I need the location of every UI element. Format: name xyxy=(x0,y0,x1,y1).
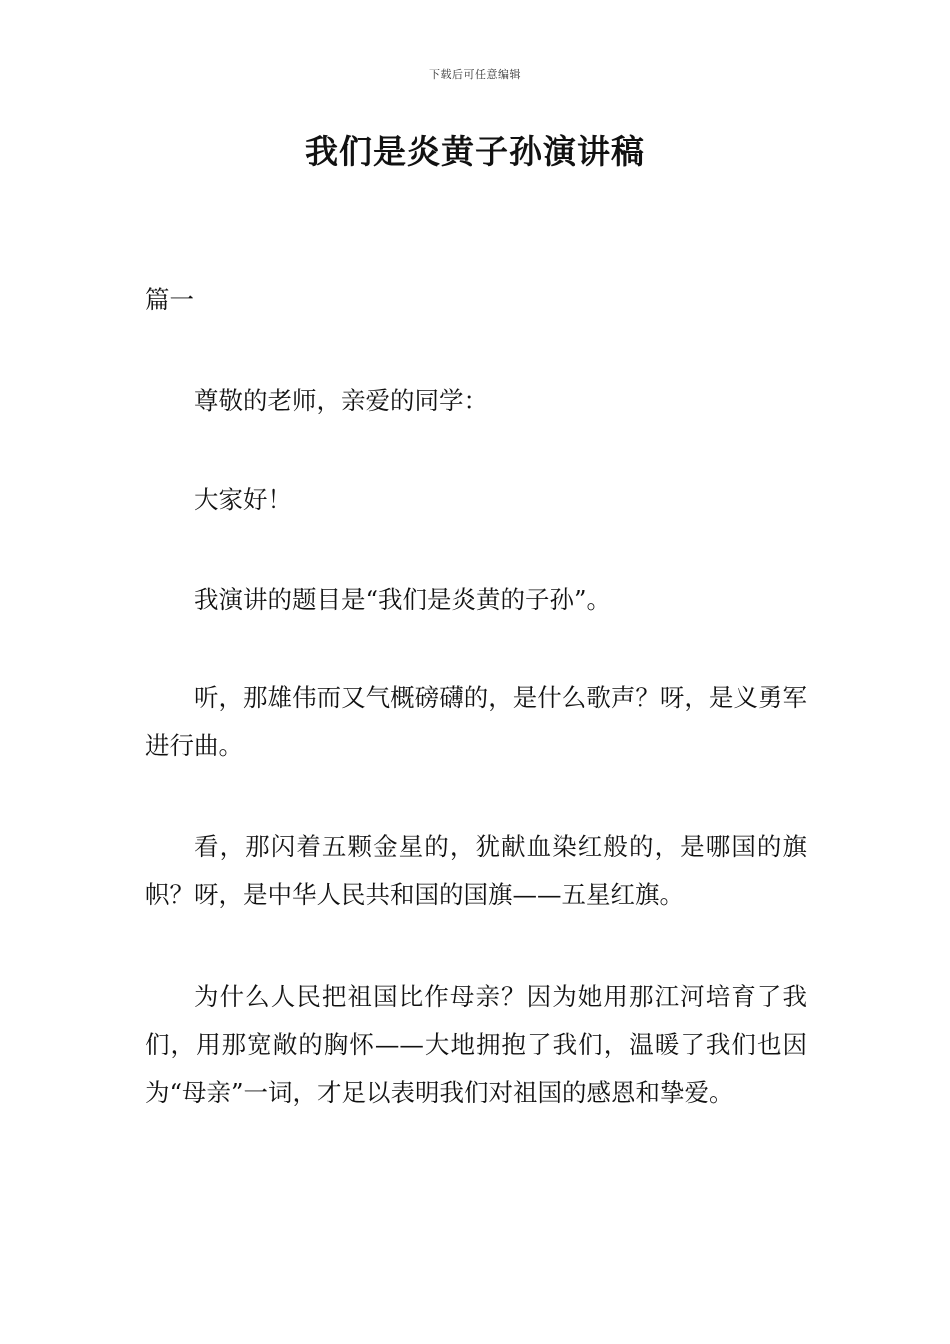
paragraph-salutation: 尊敬的老师，亲爱的同学： xyxy=(194,386,488,415)
paragraph-topic: 我演讲的题目是“我们是炎黄的子孙”。 xyxy=(194,585,612,614)
paragraph-flag: 看，那闪着五颗金星的，犹献血染红般的，是哪国的旗帜？呀，是中华人民共和国的国旗——五星红旗。 xyxy=(145,832,807,909)
document-title: 我们是炎黄子孙演讲稿 xyxy=(305,132,645,171)
paragraph-listen: 听，那雄伟而又气概磅礴的，是什么歌声？呀，是义勇军进行曲。 xyxy=(145,683,807,760)
section-label: 篇一 xyxy=(145,285,194,314)
header-note: 下载后可任意编辑 xyxy=(429,68,521,81)
paragraph-greeting: 大家好！ xyxy=(194,485,292,514)
paragraph-motherland: 为什么人民把祖国比作母亲？因为她用那江河培育了我们，用那宽敞的胸怀——大地拥抱了我们，温暖了我们也因为“母亲”一词，才足以表明我们对祖国的感恩和挚爱。 xyxy=(145,982,807,1107)
